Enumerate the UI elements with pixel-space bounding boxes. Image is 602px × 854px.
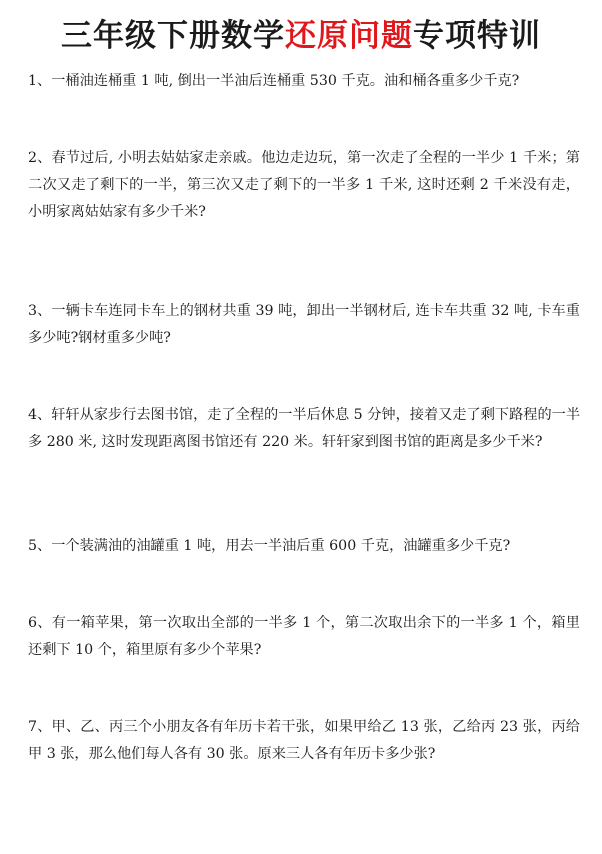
question-4: 4、轩轩从家步行去图书馆，走了全程的一半后休息 5 分钟，接着又走了剩下路程的一半多 280 米, 这时发现距离图书馆还有 220 米。轩轩家到图书馆的距离是多少千米? [28, 407, 581, 450]
page-title [0, 14, 602, 58]
title-highlight: 还原问题 [285, 18, 413, 54]
question-6: 6、有一箱苹果，第一次取出全部的一半多 1 个，第二次取出余下的一半多 1 个，箱里还剩下 10 个，箱里原有多少个苹果? [28, 615, 580, 658]
title-part-after: 专项特训 [413, 18, 541, 54]
question-7: 7、甲、乙、丙三个小朋友各有年历卡若干张，如果甲给乙 13 张，乙给丙 23 张，丙给甲 3 张，那么他们每人各有 30 张。原来三人各有年历卡多少张? [28, 719, 580, 762]
question-3: 3、一辆卡车连同卡车上的钢材共重 39 吨，卸出一半钢材后, 连卡车共重 32 吨, 卡车重多少吨?钢材重多少吨? [28, 303, 580, 346]
question-1: 1、一桶油连桶重 1 吨, 倒出一半油后连桶重 530 千克。油和桶各重多少千克? [28, 73, 520, 89]
title-part-before: 三年级下册数学 [61, 18, 285, 54]
question-2: 2、春节过后, 小明去姑姑家走亲戚。他边走边玩，第一次走了全程的一半少 1 千米；第二次又走了剩下的一半，第三次又走了剩下的一半多 1 千米, 这时还剩 2 千米没有走，小明家离姑姑家有多少千米? [28, 150, 580, 220]
question-5: 5、一个装满油的油罐重 1 吨，用去一半油后重 600 千克，油罐重多少千克? [28, 538, 511, 554]
